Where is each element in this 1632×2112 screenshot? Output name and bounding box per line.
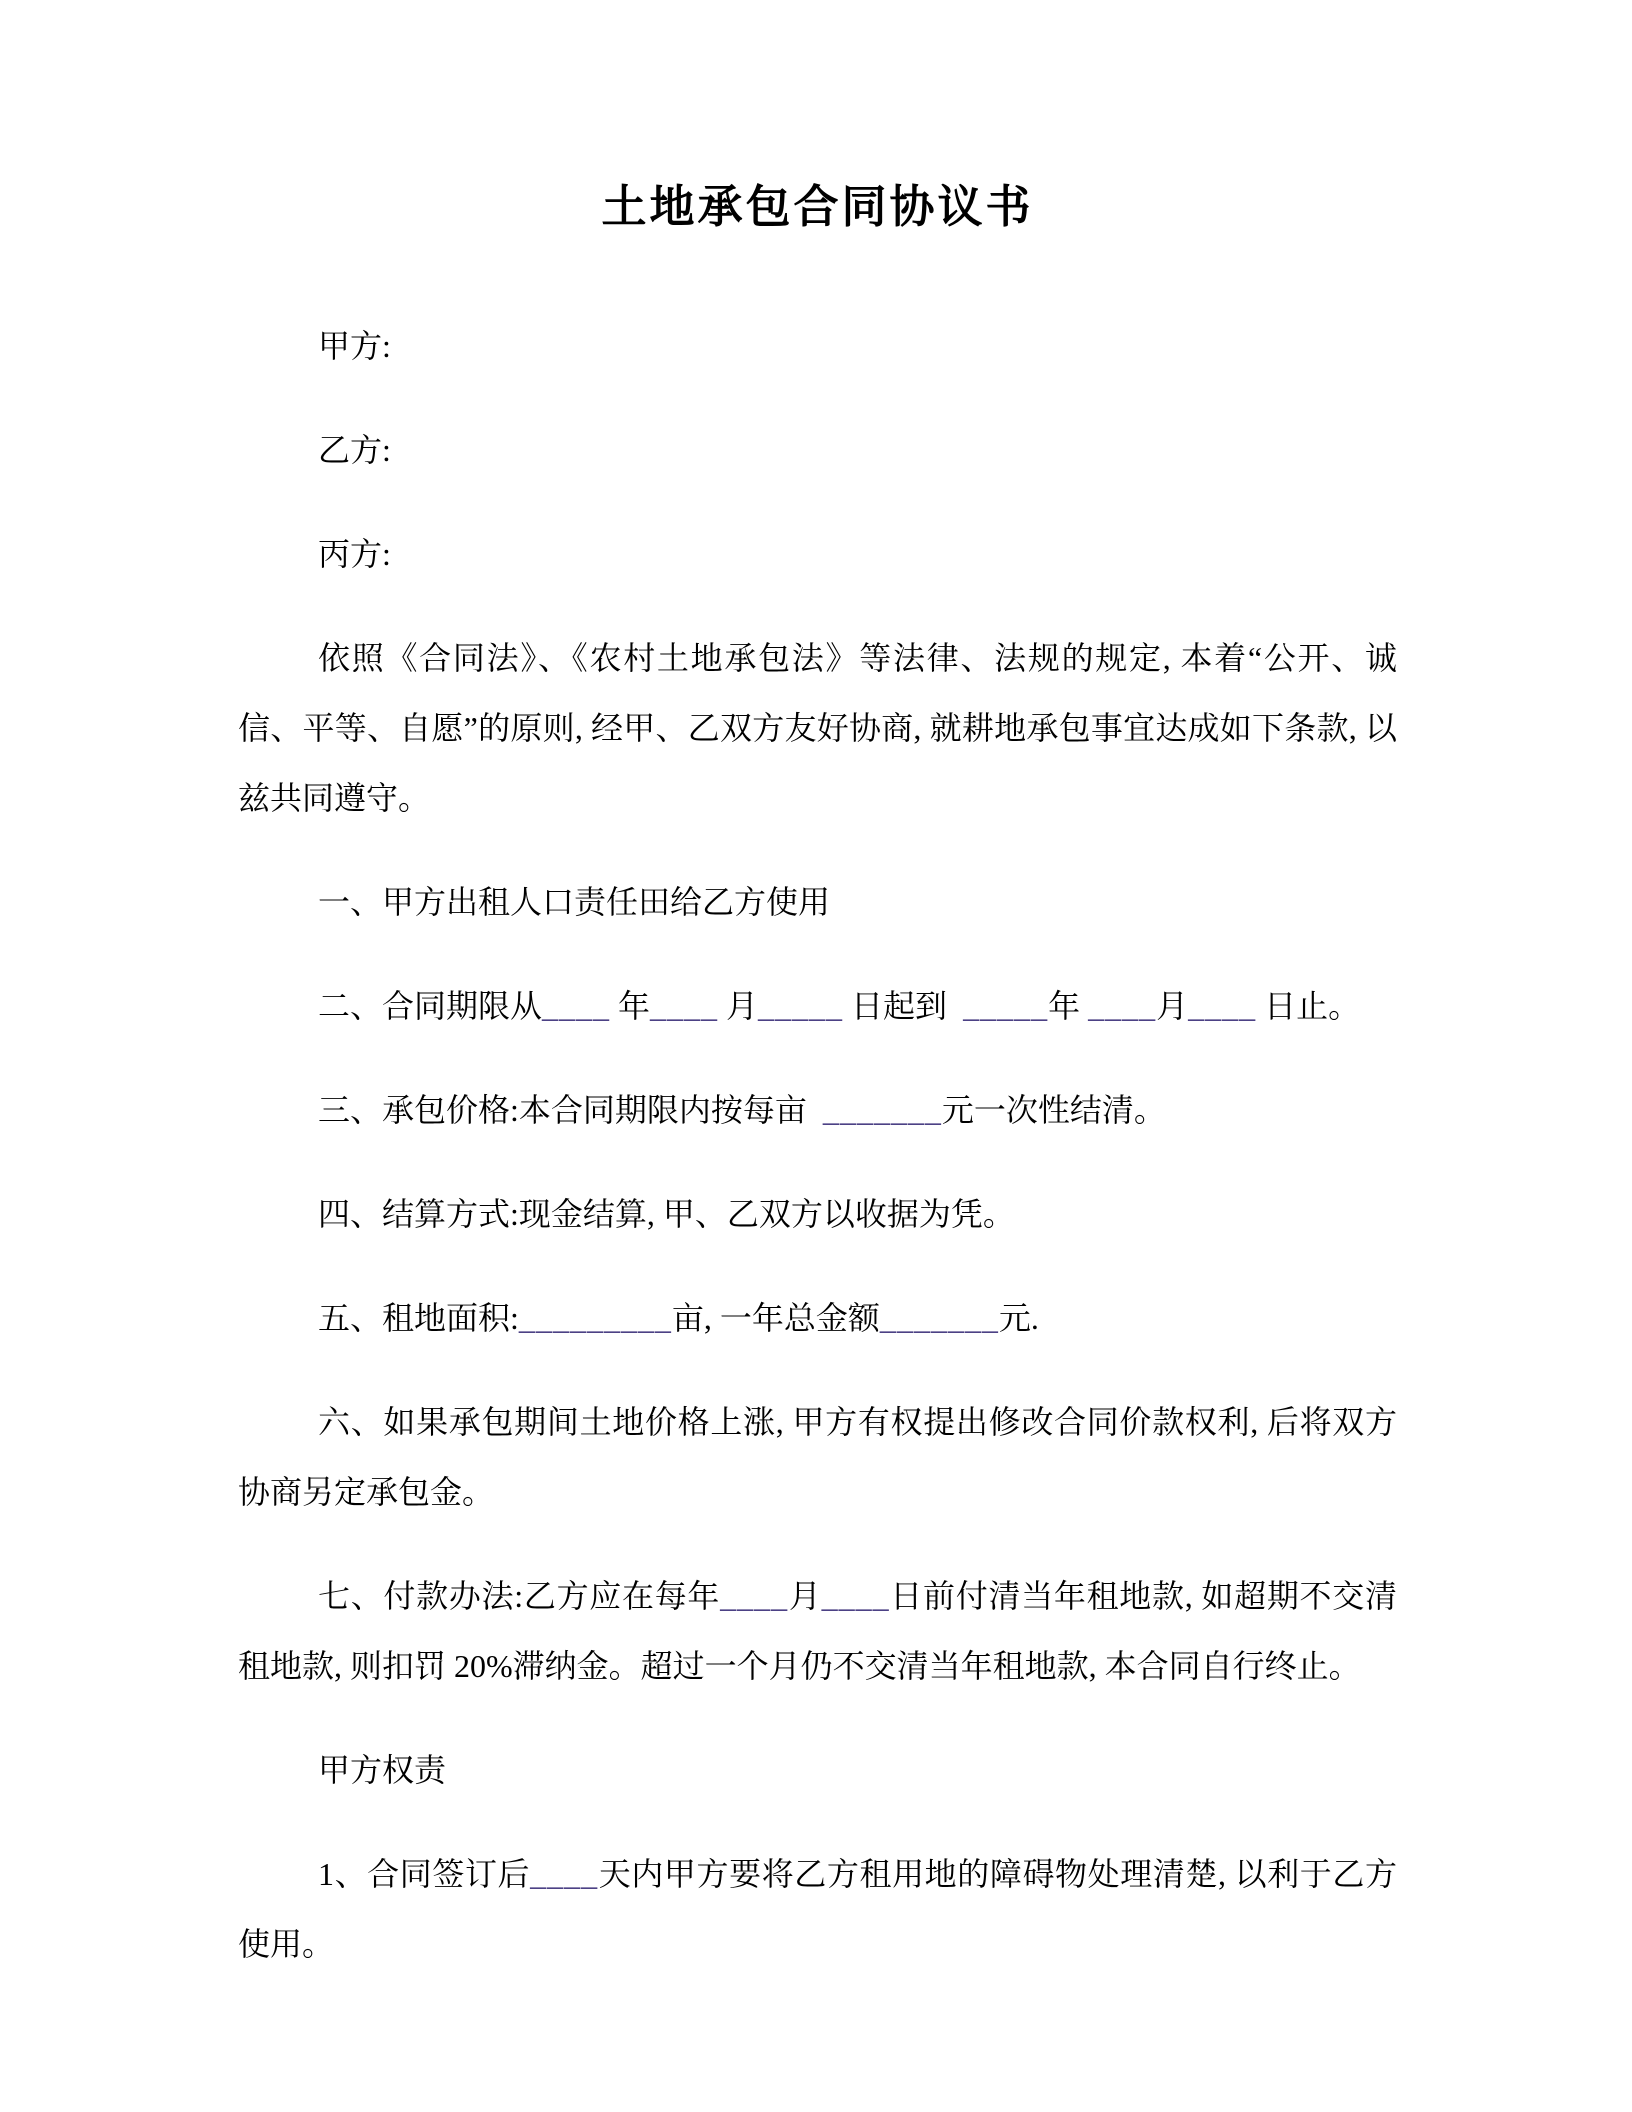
clause-text: 一、甲方出租人口责任田给乙方使用	[318, 884, 831, 920]
clause-text: 月	[788, 1578, 822, 1614]
clause-text: 七、付款办法:乙方应在每年	[318, 1578, 721, 1614]
blank-field[interactable]: _______	[879, 1300, 999, 1336]
section-items	[238, 1839, 1397, 1979]
clause-text: 年	[610, 988, 651, 1024]
party-a-duty-item-1	[238, 1839, 1397, 1979]
clause-text: 亩, 一年总金额	[671, 1300, 880, 1336]
blank-field[interactable]: ____	[720, 1578, 789, 1614]
clause-text: 月	[718, 988, 759, 1024]
clause-text: 天内甲方要将乙方租用地的障碍物处理清楚, 以利于乙方使用。	[238, 1856, 1397, 1962]
clause-text: 二、合同期限从	[318, 988, 543, 1024]
blank-field[interactable]: _____	[758, 988, 844, 1024]
clause-text: 日止。	[1256, 988, 1361, 1024]
clause-text: 年	[1048, 988, 1089, 1024]
document-title: 土地承包合同协议书	[601, 182, 1034, 232]
blank-field[interactable]: ____	[542, 988, 611, 1024]
clause-text: 元一次性结清。	[941, 1092, 1166, 1128]
blank-field[interactable]: ____	[821, 1578, 890, 1614]
blank-field[interactable]: _____	[963, 988, 1049, 1024]
party-line: 甲方:	[318, 328, 391, 364]
clause-text: 日前付清当年租地款, 如超期不交清租地款, 则扣罚 20%滞纳金。超过一个月仍不交清当年租地款, 本合同自行终止。	[238, 1578, 1397, 1684]
section-heading-party-a-duties: 甲方权责	[318, 1752, 447, 1788]
clause-2	[238, 971, 1397, 1041]
clause-6	[238, 1387, 1397, 1527]
blank-field[interactable]: ____	[650, 988, 719, 1024]
blank-field[interactable]: ____	[1088, 988, 1157, 1024]
preamble-paragraph: 依照《合同法》、《农村土地承包法》等法律、法规的规定, 本着“公开、诚信、平等、自愿”的原则, 经甲、乙双方友好协商, 就耕地承包事宜达成如下条款, 以兹共同遵守。	[238, 640, 1397, 816]
blank-field[interactable]: _________	[518, 1300, 672, 1336]
clause-5	[238, 1283, 1397, 1353]
party-line: 丙方:	[318, 536, 391, 572]
clause-text: 1、合同签订后	[318, 1856, 531, 1892]
clause-text: 六、如果承包期间土地价格上涨, 甲方有权提出修改合同价款权利, 后将双方协商另定承包金。	[238, 1404, 1397, 1510]
clause-3	[238, 1075, 1397, 1145]
blank-field[interactable]: ____	[1188, 988, 1257, 1024]
clause-text: 元.	[998, 1300, 1039, 1336]
parties-section	[238, 311, 1397, 589]
blank-field[interactable]: _______	[822, 1092, 942, 1128]
clause-1	[238, 867, 1397, 937]
clause-text: 月	[1156, 988, 1189, 1024]
clause-4	[238, 1179, 1397, 1249]
clause-text: 日起到	[843, 988, 964, 1024]
clauses-section	[238, 867, 1397, 1701]
clause-7	[238, 1561, 1397, 1701]
blank-field[interactable]: ____	[530, 1856, 599, 1892]
clause-text: 四、结算方式:现金结算, 甲、乙双方以收据为凭。	[318, 1196, 1015, 1232]
party-line: 乙方:	[318, 432, 391, 468]
clause-text: 五、租地面积:	[318, 1300, 519, 1336]
clause-text: 三、承包价格:本合同期限内按每亩	[318, 1092, 823, 1128]
